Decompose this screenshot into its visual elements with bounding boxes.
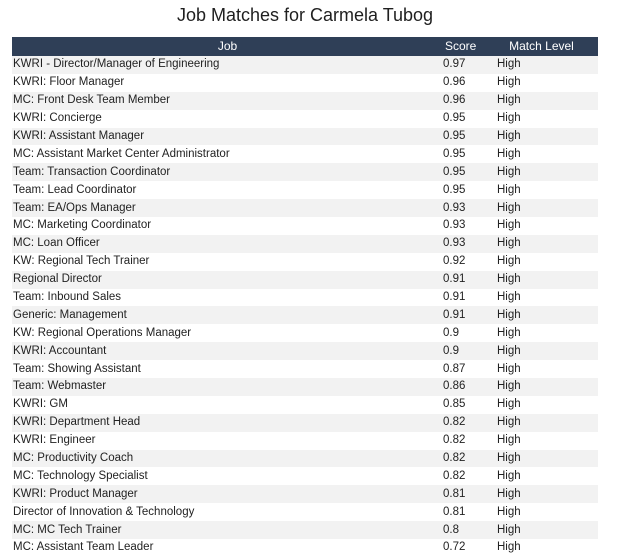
table-row (12, 450, 598, 468)
score-cell: 0.86 (443, 378, 485, 396)
score-cell: 0.95 (443, 181, 485, 199)
score-cell: 0.82 (443, 432, 485, 450)
job-cell: MC: Marketing Coordinator (12, 217, 443, 235)
match-level-cell: High (485, 145, 598, 163)
table-row (12, 324, 598, 342)
score-cell: 0.8 (443, 521, 485, 539)
table-row (12, 253, 598, 271)
table-row (12, 432, 598, 450)
match-level-cell: High (485, 271, 598, 289)
job-cell: KWRI: GM (12, 396, 443, 414)
table-body (12, 56, 598, 557)
score-cell: 0.81 (443, 503, 485, 521)
table-row (12, 92, 598, 110)
job-cell: Generic: Management (12, 306, 443, 324)
table-row (12, 485, 598, 503)
table-row (12, 521, 598, 539)
table-row (12, 217, 598, 235)
table-row (12, 56, 598, 74)
table-row (12, 199, 598, 217)
match-level-cell: High (485, 289, 598, 307)
score-cell: 0.92 (443, 253, 485, 271)
job-cell: MC: Assistant Market Center Administrator (12, 145, 443, 163)
table-row (12, 74, 598, 92)
score-cell: 0.82 (443, 450, 485, 468)
match-level-cell: High (485, 342, 598, 360)
table-row (12, 110, 598, 128)
job-cell: Team: Inbound Sales (12, 289, 443, 307)
table-row (12, 235, 598, 253)
job-cell: KWRI - Director/Manager of Engineering (12, 56, 443, 74)
match-level-cell: High (485, 414, 598, 432)
column-header-score: Score (443, 37, 485, 56)
match-level-cell: High (485, 521, 598, 539)
score-cell: 0.82 (443, 414, 485, 432)
score-cell: 0.95 (443, 110, 485, 128)
match-level-cell: High (485, 306, 598, 324)
table-row (12, 360, 598, 378)
job-cell: Team: Lead Coordinator (12, 181, 443, 199)
table-header-row (12, 37, 598, 56)
match-level-cell: High (485, 74, 598, 92)
job-cell: KWRI: Product Manager (12, 485, 443, 503)
job-cell: KW: Regional Operations Manager (12, 324, 443, 342)
job-cell: Director of Innovation & Technology (12, 503, 443, 521)
job-cell: KWRI: Assistant Manager (12, 128, 443, 146)
score-cell: 0.95 (443, 128, 485, 146)
table-row (12, 503, 598, 521)
match-level-cell: High (485, 110, 598, 128)
match-level-cell: High (485, 396, 598, 414)
score-cell: 0.85 (443, 396, 485, 414)
table-row (12, 271, 598, 289)
match-level-cell: High (485, 503, 598, 521)
column-header-match-level: Match Level (485, 37, 598, 56)
score-cell: 0.9 (443, 342, 485, 360)
score-cell: 0.93 (443, 199, 485, 217)
job-cell: Team: Showing Assistant (12, 360, 443, 378)
score-cell: 0.95 (443, 145, 485, 163)
match-level-cell: High (485, 92, 598, 110)
column-header-job: Job (12, 37, 443, 56)
job-cell: MC: MC Tech Trainer (12, 521, 443, 539)
match-level-cell: High (485, 450, 598, 468)
match-level-cell: High (485, 217, 598, 235)
job-cell: Team: Webmaster (12, 378, 443, 396)
table-row (12, 342, 598, 360)
match-level-cell: High (485, 235, 598, 253)
score-cell: 0.96 (443, 92, 485, 110)
job-cell: KWRI: Accountant (12, 342, 443, 360)
match-level-cell: High (485, 467, 598, 485)
score-cell: 0.96 (443, 74, 485, 92)
score-cell: 0.87 (443, 360, 485, 378)
table-row (12, 145, 598, 163)
score-cell: 0.93 (443, 235, 485, 253)
score-cell: 0.9 (443, 324, 485, 342)
table-row (12, 539, 598, 557)
job-matches-table (12, 37, 598, 557)
job-cell: KWRI: Department Head (12, 414, 443, 432)
job-cell: MC: Front Desk Team Member (12, 92, 443, 110)
job-cell: KWRI: Floor Manager (12, 74, 443, 92)
job-cell: KW: Regional Tech Trainer (12, 253, 443, 271)
score-cell: 0.72 (443, 539, 485, 557)
table-row (12, 289, 598, 307)
table-row (12, 128, 598, 146)
table-row (12, 378, 598, 396)
job-cell: Team: Transaction Coordinator (12, 163, 443, 181)
match-level-cell: High (485, 485, 598, 503)
score-cell: 0.82 (443, 467, 485, 485)
job-cell: KWRI: Engineer (12, 432, 443, 450)
score-cell: 0.91 (443, 271, 485, 289)
match-level-cell: High (485, 56, 598, 74)
match-level-cell: High (485, 199, 598, 217)
match-level-cell: High (485, 432, 598, 450)
page-title: Job Matches for Carmela Tubog (176, 5, 434, 25)
table-row (12, 414, 598, 432)
match-level-cell: High (485, 181, 598, 199)
table-row (12, 467, 598, 485)
match-level-cell: High (485, 128, 598, 146)
job-cell: MC: Assistant Team Leader (12, 539, 443, 557)
score-cell: 0.95 (443, 163, 485, 181)
score-cell: 0.91 (443, 289, 485, 307)
table-row (12, 306, 598, 324)
score-cell: 0.97 (443, 56, 485, 74)
score-cell: 0.91 (443, 306, 485, 324)
job-cell: MC: Technology Specialist (12, 467, 443, 485)
match-level-cell: High (485, 253, 598, 271)
score-cell: 0.81 (443, 485, 485, 503)
score-cell: 0.93 (443, 217, 485, 235)
match-level-cell: High (485, 360, 598, 378)
match-level-cell: High (485, 324, 598, 342)
match-level-cell: High (485, 378, 598, 396)
job-cell: MC: Productivity Coach (12, 450, 443, 468)
job-cell: MC: Loan Officer (12, 235, 443, 253)
job-cell: Team: EA/Ops Manager (12, 199, 443, 217)
table-row (12, 181, 598, 199)
match-level-cell: High (485, 539, 598, 557)
match-level-cell: High (485, 163, 598, 181)
job-cell: KWRI: Concierge (12, 110, 443, 128)
table-row (12, 396, 598, 414)
job-cell: Regional Director (12, 271, 443, 289)
table-row (12, 163, 598, 181)
